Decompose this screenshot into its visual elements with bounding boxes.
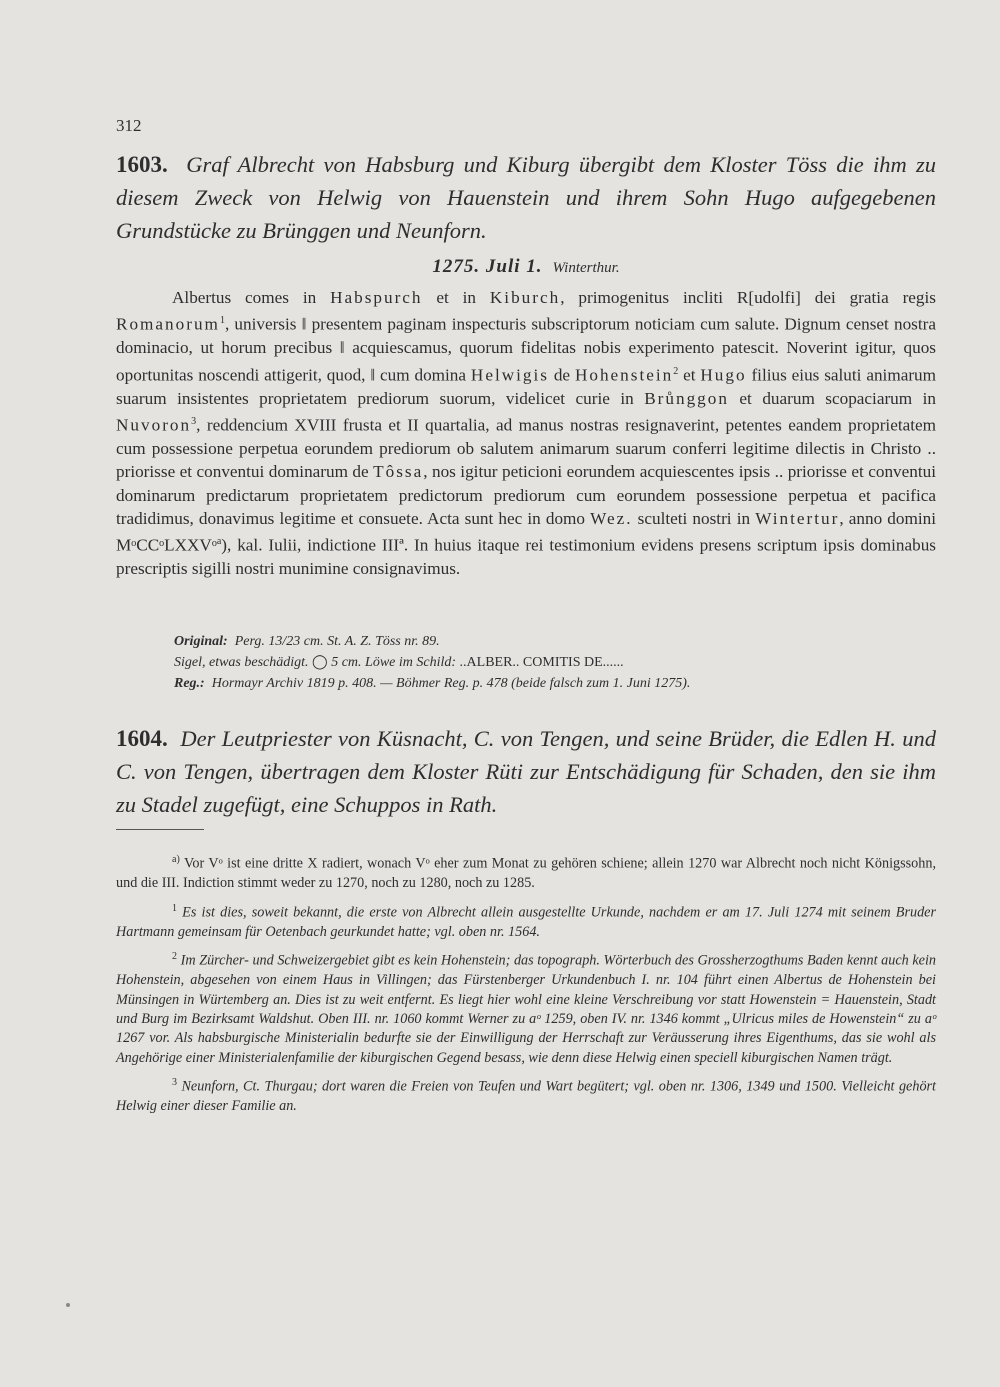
regest-1604 <box>116 722 936 821</box>
text-run: Albertus comes in <box>172 288 331 307</box>
footnote-mark: a <box>216 536 222 548</box>
footnote-mark: 1 <box>172 902 177 914</box>
footnote-mark: 3 <box>191 415 197 427</box>
footnote-a <box>116 850 936 894</box>
original-line <box>174 631 944 652</box>
footnote-text: Vor Vᵒ ist eine dritte X radiert, wonach Vᵒ eher zum Monat zu gehören schiene; allein 1270 war Albrecht noch nicht Königssohn, und die III. Indiction stimmt weder zu 1270, noch zu 1280, noch zu 1285. <box>116 855 936 892</box>
text-run: sculteti nostri in <box>632 508 756 528</box>
footnote-text: Im Zürcher- und Schweizergebiet gibt es kein Hohenstein; das topograph. Wörterbuch des Grossherzogthums Baden kennt auch kein Hohenstein, abgesehen von einem Haus in Villingen; das Fürstenberger Urkundenbuch I. nr. 104 führt einen Albertus de Hohenstein bei Münsingen in Würtemberg an. Dies ist zu weit entfernt. Es liegt hier wohl eine kleine Verschreibung vor statt Howenstein = Hauenstein, Stadt und Burg im Bezirksamt Waldshut. Oben III. nr. 1060 kommt Werner zu aᵒ 1259, oben IV. nr. 1346 kommt „Ulricus miles de Howenstein“ zu aᵒ 1267 vor. Als habsburgische Ministerialin bedurfte sie der Einwilligung der Herrschaft zur Veräusserung ihres Eigenthums, das sie wohl als Angehörige einer Ministerialenfamilie der kiburgischen Gegend besass, wie denn diese Helwig einen speciell kiburgischen Namen trägt. <box>116 952 936 1066</box>
spaced-name: Hugo <box>700 365 747 385</box>
text-run: et in <box>422 288 490 307</box>
footnote-mark: a) <box>172 854 180 865</box>
seal-text: Sigel, etwas beschädigt. ◯ 5 cm. Löwe im Schild: <box>174 655 457 670</box>
footnotes <box>116 850 936 1122</box>
footnote-mark: 2 <box>673 365 679 377</box>
entry-number-1603: 1603. <box>116 152 168 177</box>
text-run: et duarum scopaciarum in <box>728 388 936 408</box>
footnote-divider <box>116 829 204 830</box>
original-label: Original: <box>174 634 228 649</box>
text-run: et <box>678 365 701 385</box>
date: 1275. Juli 1. <box>432 256 543 277</box>
spaced-name: Habspurch <box>330 288 423 307</box>
spaced-name: Helwigis <box>470 365 549 385</box>
seal-legend: ..ALBER.. COMITIS DE...... <box>456 655 624 670</box>
footnote-text: Es ist dies, soweit bekannt, die erste von Albrecht allein ausgestellte Urkunde, nachdem er am 17. Juli 1274 mit seinem Bruder Hartmann gemeinsam für Oetenbach geurkundet hatte; vgl. oben nr. 1564. <box>116 904 936 940</box>
text-run: filius eius saluti animarum suarum insistentes proprietatem prediorum suorum, videlicet curie in <box>116 365 937 408</box>
footnote-1 <box>116 899 936 943</box>
footnote-mark: 1 <box>219 315 225 327</box>
source-notes <box>174 631 944 694</box>
text-run: de <box>548 365 575 385</box>
paper-speck <box>66 1303 70 1307</box>
reg-line <box>174 673 944 694</box>
footnote-3 <box>116 1073 936 1117</box>
text-run: , nos igitur peticioni eorundem acquiescentes ipsis .. priorisse et conventui dominarum predictarum proprietatem predictorum prediorum cum eorundem possessione perpetua et pacifica tradidimus, donavimus legitime et consuete. Acta sunt hec in domo <box>116 462 936 528</box>
text-run: , anno domini MᵒCCᵒLXXVᵒ <box>116 508 936 555</box>
text-run: ), kal. Iulii, indictione IIIª. In huius itaque rei testimonium evidens presens scriptum ipsis dominabus prescriptis sigilli nostri munimine consignavimus. <box>116 535 936 579</box>
regest-1603 <box>116 148 936 247</box>
footnote-2 <box>116 947 936 1068</box>
seal-line <box>174 652 944 673</box>
text-run: , reddencium XVIII frusta et II quartalia, ad manus nostras resignaverint, petentes eandem proprietatem cum possessione perpetua eorundem prediorum ob salutem animarum suarum conferri legitime dilectis in Christo .. priorisse et conventui dominarum de <box>116 415 936 482</box>
dating-line <box>116 255 936 280</box>
spaced-name: Hohenstein <box>574 365 674 385</box>
regest-text-1604: Der Leutpriester von Küsnacht, C. von Tengen, und seine Brüder, die Edlen H. und C. von Tengen, übertragen dem Kloster Rüti zur Entschädigung für Schaden, den sie ihm zu Stadel zugefügt, eine Schuppos in Rath. <box>116 726 936 817</box>
spaced-name: Wintertur <box>755 508 840 528</box>
reg-text: Hormayr Archiv 1819 p. 408. — Böhmer Reg. p. 478 (beide falsch zum 1. Juni 1275). <box>211 676 691 691</box>
spaced-name: Tôssa <box>373 462 424 482</box>
reg-label: Reg.: <box>174 676 205 691</box>
regest-text-1603: Graf Albrecht von Habsburg und Kiburg übergibt dem Kloster Töss die ihm zu diesem Zweck von Helwig von Hauenstein und ihrem Sohn Hugo aufgegebenen Grundstücke zu Brünggen und Neunforn. <box>116 152 936 243</box>
place: Winterthur. <box>552 260 620 276</box>
spaced-name: Nuvoron <box>116 415 192 435</box>
entry-number-1604: 1604. <box>116 726 168 751</box>
footnote-text: Neunforn, Ct. Thurgau; dort waren die Freien von Teufen und Wart begütert; vgl. oben nr. 1306, 1349 und 1500. Vielleicht gehört Helwig einer dieser Familie an. <box>116 1079 936 1115</box>
footnote-mark: 3 <box>172 1077 177 1089</box>
spaced-name: Kiburch <box>489 288 561 307</box>
spaced-name: Romanorum <box>116 315 220 335</box>
spaced-name: Wez. <box>590 508 633 528</box>
text-run: , universis ‖ presentem paginam inspecturis subscriptorum noticiam cum salute. Dignum censet nostra dominacio, ut horum precibus ‖ acquiescamus, quorum fidelitas nobis experimento patescit. Noverint igitur, quos oportunitas noscendi attigerit, quod, ‖ cum domina <box>116 315 936 385</box>
footnote-mark: 2 <box>172 951 177 963</box>
page-number: 312 <box>116 116 142 135</box>
spaced-name: Brůnggon <box>644 388 729 408</box>
charter-text <box>116 286 936 581</box>
text-run: , primogenitus incliti R[udolfi] dei gratia regis <box>560 288 936 307</box>
original-text: Perg. 13/23 cm. St. A. Z. Töss nr. 89. <box>234 634 440 649</box>
